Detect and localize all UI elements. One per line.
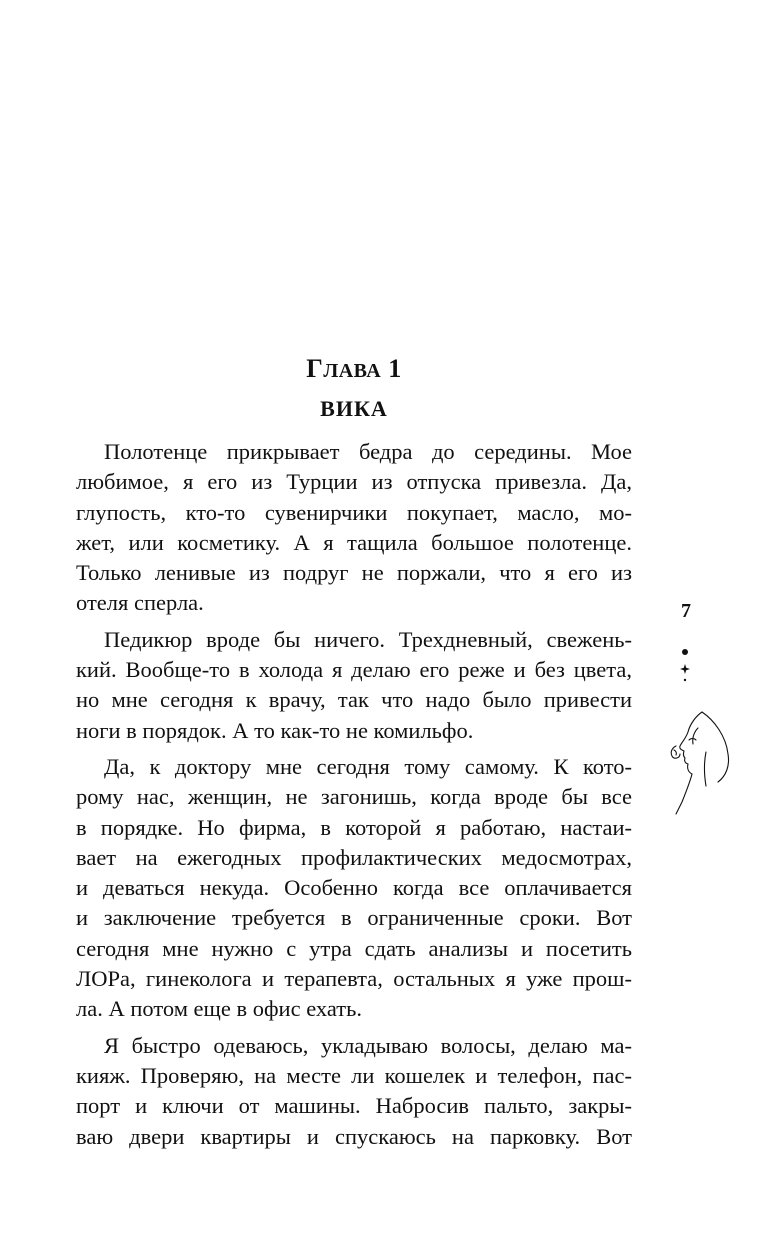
chapter-number: 1 — [388, 354, 402, 383]
text-line: Педикюр вроде бы ничего. Трехдневный, свежень- — [104, 626, 632, 652]
text-line: ваю двери квартиры и спускаюсь на парковку. Вот — [76, 1123, 632, 1149]
text-line: ла. А потом еще в офис ехать. — [76, 996, 362, 1022]
chapter-label-rest: ЛАВА — [323, 360, 382, 382]
paragraph — [76, 437, 632, 619]
chapter-label — [0, 352, 708, 388]
paragraph — [76, 752, 632, 1025]
text-line: отеля сперла. — [76, 590, 204, 616]
text-line: Я быстро одеваюсь, укладываю волосы, делаю ма- — [104, 1032, 632, 1058]
chapter-label-initial: Г — [306, 354, 324, 383]
paragraph — [76, 1031, 632, 1152]
text-line: любимое, я его из Турции из отпуска привезла. Да, — [76, 469, 632, 495]
face-profile-ornament-icon — [656, 706, 736, 816]
text-line: и заключение требуется в ограниченные сроки. Вот — [76, 905, 632, 931]
text-line: Только ленивые из подруг не поржали, что я его из — [76, 560, 632, 586]
body-text — [76, 437, 632, 1158]
text-line: ЛОРа, гинеколога и терапевта, остальных я уже прош- — [76, 966, 632, 992]
text-line: и деваться некуда. Особенно когда все оплачивается — [76, 875, 632, 901]
text-line: жет, или косметику. А я тащила большое полотенце. — [76, 529, 632, 555]
text-line: в порядке. Но фирма, в которой я работаю, настаи- — [76, 814, 632, 840]
text-line: кий. Вообще-то в холода я делаю его реже и без цвета, — [76, 657, 632, 683]
text-line: Да, к доктору мне сегодня тому самому. К кото- — [104, 753, 632, 779]
text-line: но мне сегодня к врачу, так что надо было привести — [76, 687, 632, 713]
paragraph — [76, 625, 632, 746]
text-line: вает на ежегодных профилактических медосмотрах, — [76, 844, 632, 870]
page-number: 7 — [681, 600, 691, 622]
text-line: сегодня мне нужно с утра сдать анализы и посетить — [76, 935, 632, 961]
chapter-title: ВИКА — [320, 396, 388, 421]
text-line: кияж. Проверяю, на месте ли кошелек и телефон, пас- — [76, 1062, 632, 1088]
text-line: ноги в порядок. А то как-то не комильфо. — [76, 717, 474, 743]
text-line: порт и ключи от машины. Набросив пальто, закры- — [76, 1093, 632, 1119]
chapter-heading — [0, 352, 708, 426]
text-line: рому нас, женщин, не загонишь, когда вроде бы все — [76, 784, 632, 810]
text-line: глупость, кто-то сувенирчики покупает, масло, мо- — [76, 499, 632, 525]
dots-ornament-icon — [677, 644, 693, 684]
text-line: Полотенце прикрывает бедра до середины. Мое — [104, 439, 632, 464]
